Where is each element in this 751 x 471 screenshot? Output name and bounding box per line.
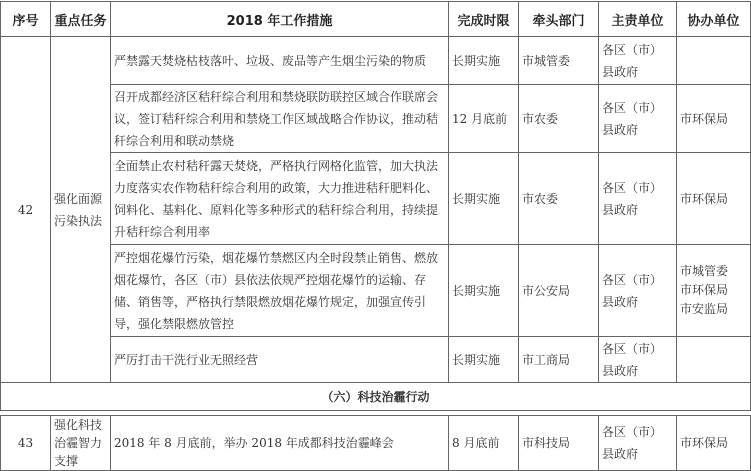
- assist-unit-cell: [677, 37, 751, 85]
- measure-cell: 严控烟花爆竹污染，烟花爆竹禁燃区内全时段禁止销售、燃放烟花爆竹，各区（市）县依法依规严控烟花爆竹的运输、存储、销售等，严格执行禁限燃放烟花爆竹规定，加强宣传引导，强化禁限燃放管控: [111, 245, 449, 337]
- measure-cell: 严禁露天焚烧枯枝落叶、垃圾、废品等产生烟尘污染的物质: [111, 37, 449, 85]
- header-no: 序号: [1, 2, 51, 37]
- deadline-cell: 8 月底前: [449, 416, 519, 471]
- deadline-cell: 长期实施: [449, 337, 519, 383]
- table-row: [1, 37, 751, 85]
- deadline-cell: 长期实施: [449, 37, 519, 85]
- table-row: [1, 416, 751, 471]
- responsible-unit-cell: 各区（市）县政府: [599, 37, 677, 85]
- measure-cell: 召开成都经济区秸秆综合利用和禁烧联防联控区域合作联席会议，签订秸秆综合利用和禁烧工作区域战略合作协议，推动秸秆综合利用和联动禁烧: [111, 85, 449, 153]
- header-responsible: 主责单位: [599, 2, 677, 37]
- task-name: 强化科技治霾智力支撑: [51, 416, 111, 471]
- lead-dept-cell: 市工商局: [519, 337, 599, 383]
- assist-unit-line: 市环保局: [680, 283, 729, 297]
- table-row: [1, 85, 751, 153]
- row-number: 43: [1, 416, 51, 471]
- assist-unit-cell: 市环保局: [677, 85, 751, 153]
- assist-unit-line: 市安监局: [680, 302, 729, 316]
- responsible-unit-cell: 各区（市）县政府: [599, 245, 677, 337]
- header-measures: 2018 年工作措施: [111, 2, 449, 37]
- lead-dept-cell: 市城管委: [519, 37, 599, 85]
- section-title: （六）科技治霾行动: [1, 383, 751, 411]
- header-assist: 协办单位: [677, 2, 751, 37]
- section-row: [1, 383, 751, 411]
- assist-unit-cell: 市环保局: [677, 153, 751, 245]
- measure-cell: 全面禁止农村秸秆露天焚烧，严格执行网格化监管，加大执法力度落实农作物秸秆综合利用的政策，大力推进秸秆肥料化、饲料化、基料化、原料化等多种形式的秸秆综合利用，持续提升秸秆综合利用率: [111, 153, 449, 245]
- header-task: 重点任务: [51, 2, 111, 37]
- task-name: 强化面源污染执法: [51, 37, 111, 383]
- lead-dept-cell: 市农委: [519, 85, 599, 153]
- assist-unit-cell: 市环保局: [677, 416, 751, 471]
- assist-unit-cell: [677, 337, 751, 383]
- work-measures-table: [0, 1, 751, 471]
- lead-dept-cell: 市农委: [519, 153, 599, 245]
- measure-cell: 严厉打击干洗行业无照经营: [111, 337, 449, 383]
- table-row: [1, 245, 751, 337]
- deadline-cell: 12 月底前: [449, 85, 519, 153]
- header-deadline: 完成时限: [449, 2, 519, 37]
- assist-unit-cell: [677, 245, 751, 337]
- table-row: [1, 337, 751, 383]
- lead-dept-cell: 市公安局: [519, 245, 599, 337]
- responsible-unit-cell: 各区（市）县政府: [599, 337, 677, 383]
- responsible-unit-cell: 各区（市）县政府: [599, 416, 677, 471]
- deadline-cell: 长期实施: [449, 245, 519, 337]
- table-row: [1, 153, 751, 245]
- assist-unit-line: 市城管委: [680, 264, 729, 278]
- lead-dept-cell: 市科技局: [519, 416, 599, 471]
- deadline-cell: 长期实施: [449, 153, 519, 245]
- header-lead: 牵头部门: [519, 2, 599, 37]
- row-number: 42: [1, 37, 51, 383]
- responsible-unit-cell: 各区（市）县政府: [599, 153, 677, 245]
- responsible-unit-cell: 各区（市）县政府: [599, 85, 677, 153]
- header-row: [1, 2, 751, 37]
- measure-cell: 2018 年 8 月底前，举办 2018 年成都科技治霾峰会: [111, 416, 449, 471]
